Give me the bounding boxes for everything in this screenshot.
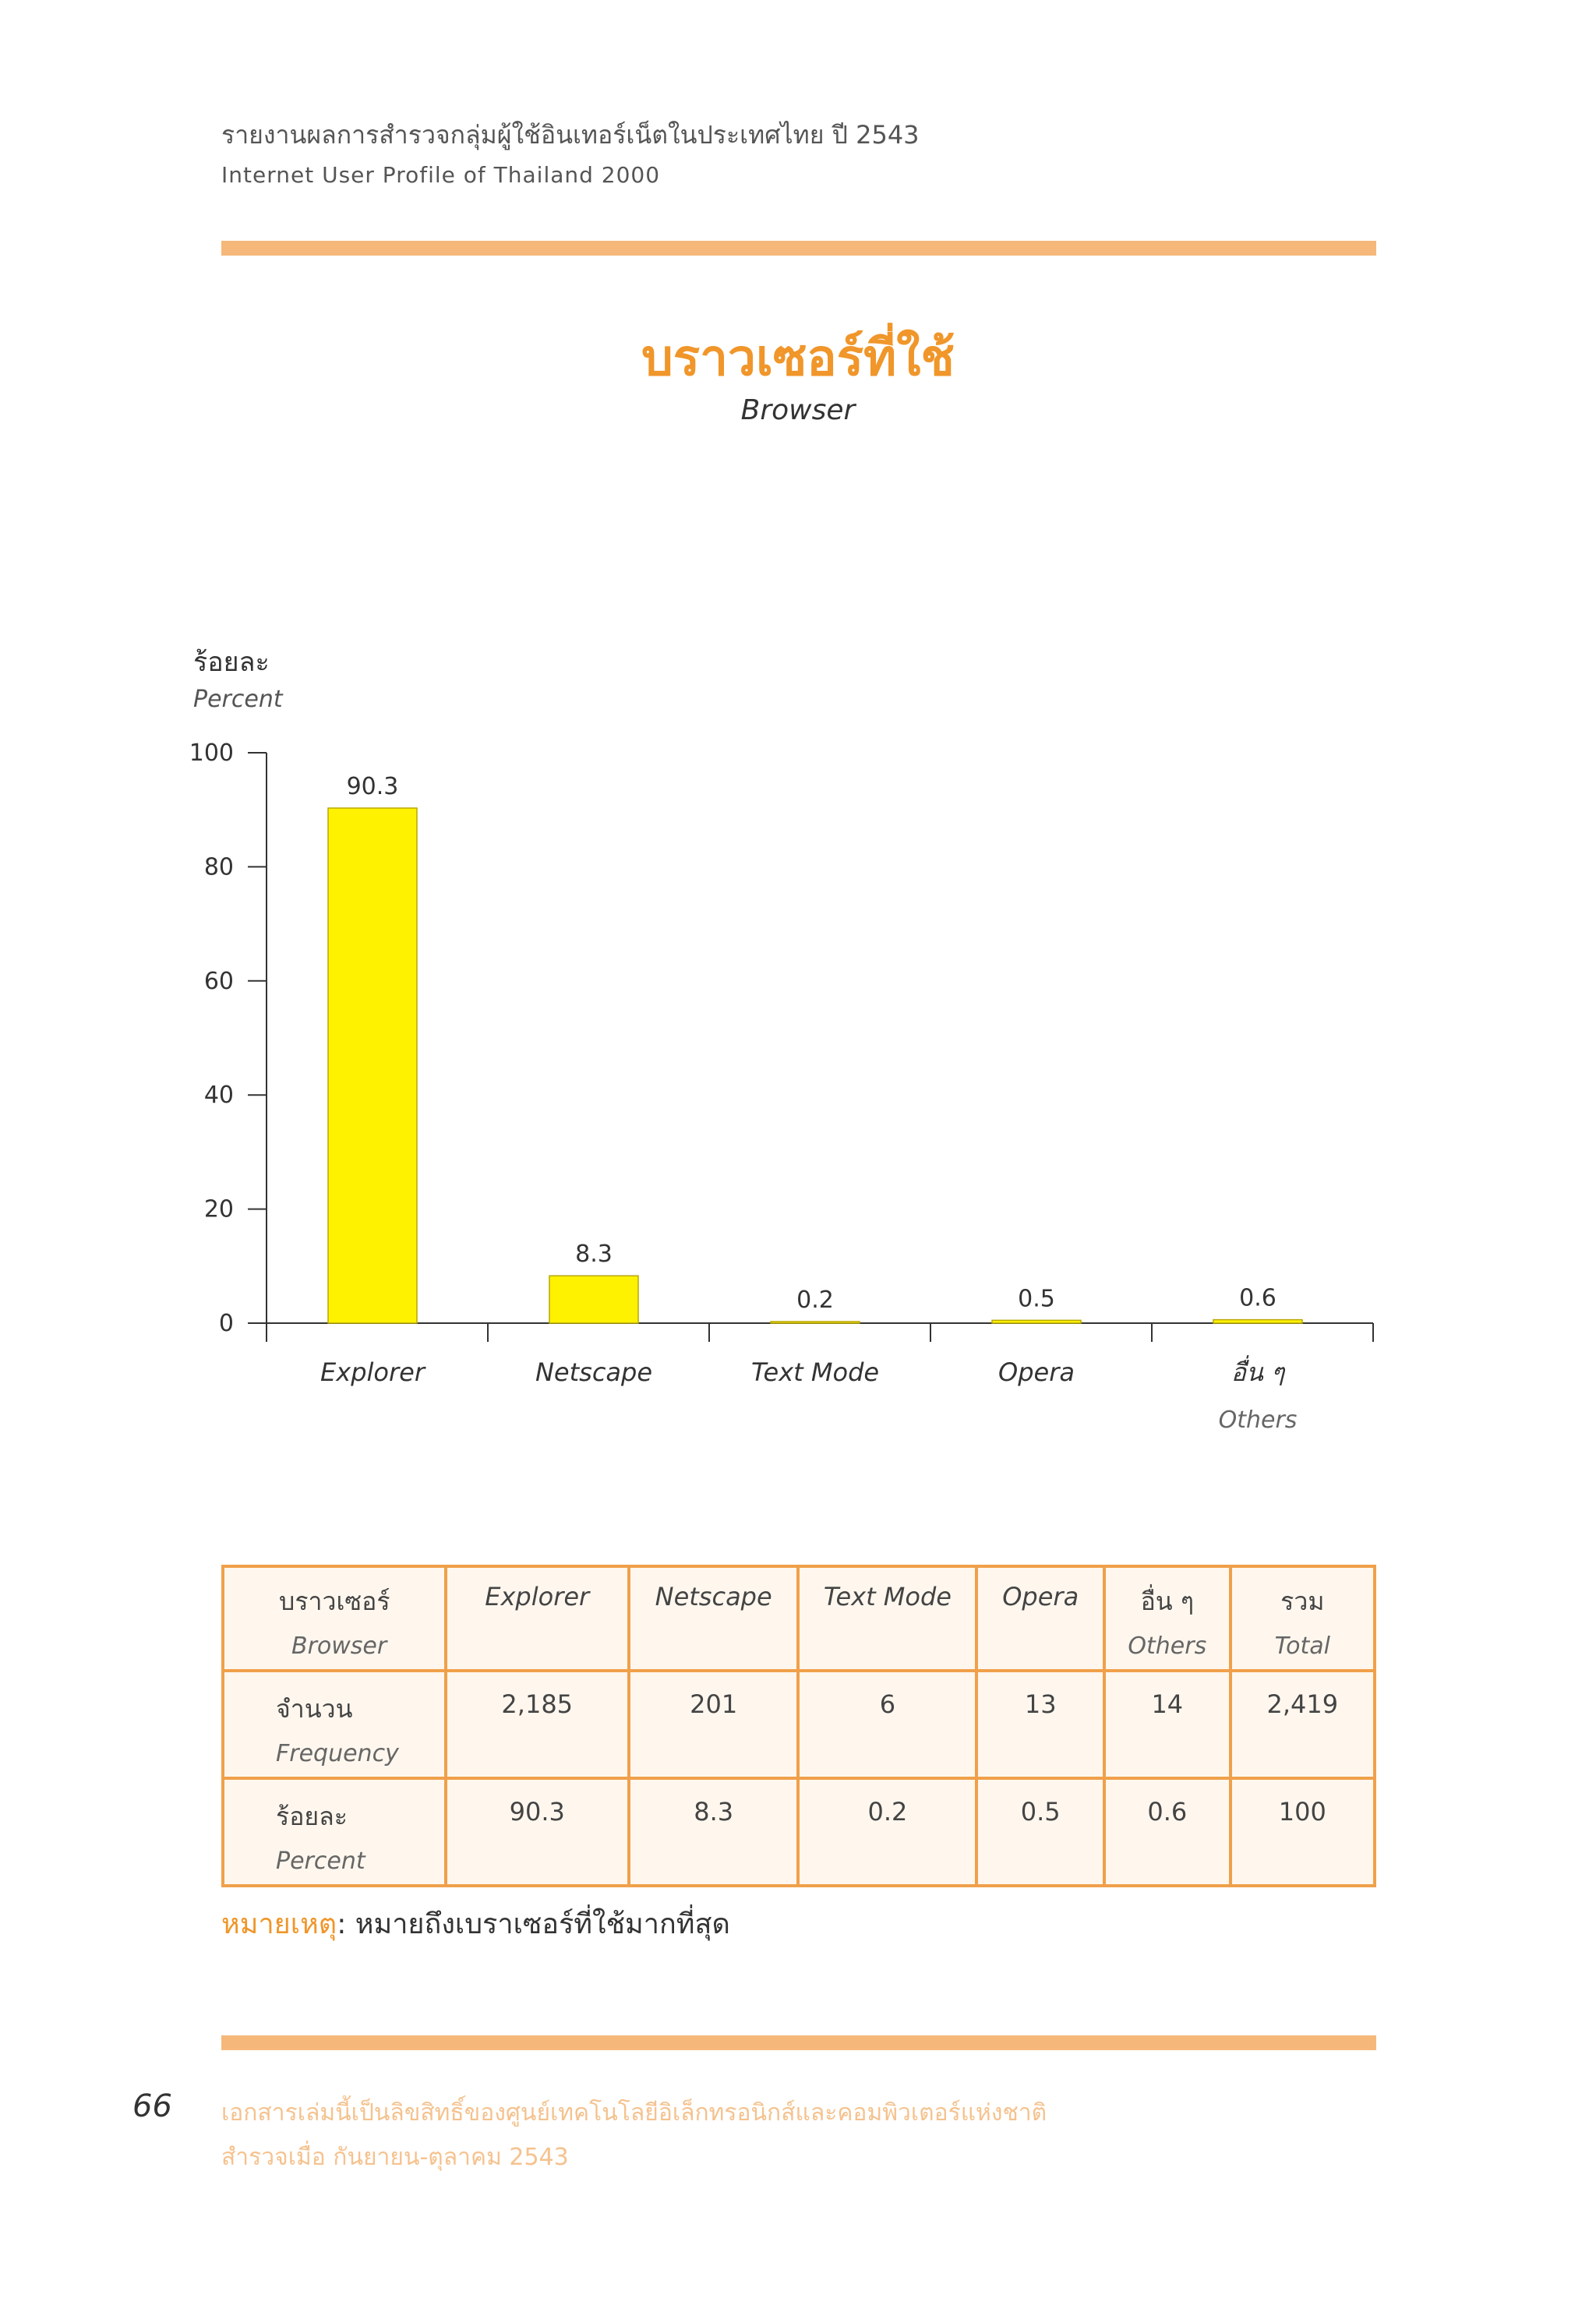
cell-value: 0.6 [1147,1796,1188,1827]
header-opera: Opera [1002,1582,1079,1611]
y-tick-label: 100 [189,739,234,767]
row-frequency-en: Frequency [276,1739,399,1767]
header-others-en: Others [1128,1633,1207,1660]
browser-table [221,1565,1376,1887]
header-textmode: Text Mode [823,1582,952,1611]
table-cell [446,1778,629,1886]
y-tick-label: 60 [203,967,234,995]
x-tick-sublabel: Others [1218,1407,1298,1434]
page-number: 66 [132,2088,172,2124]
x-tick-label: Netscape [535,1357,653,1387]
table-cell [1231,1778,1375,1886]
cell-value: 13 [1024,1689,1057,1719]
section-title-english: Browser [740,394,856,426]
table-cell [798,1778,976,1886]
header-explorer: Explorer [485,1582,590,1611]
table-row-percent [223,1778,1375,1886]
y-axis-label-thai: ร้อยละ [193,647,270,678]
header-cell-textmode [798,1566,976,1671]
x-tick-label: Explorer [320,1357,425,1387]
cell-value: 6 [879,1689,896,1719]
header-cell-total [1231,1566,1375,1671]
row-label-percent [223,1778,446,1886]
y-tick-label: 0 [218,1310,234,1337]
table-header-row [223,1566,1375,1671]
header-total-en: Total [1274,1633,1331,1660]
data-label: 0.5 [1018,1285,1055,1313]
table-cell [629,1778,799,1886]
data-label: 8.3 [575,1241,613,1269]
y-axis-label-english: Percent [193,686,283,713]
footnote [221,1901,730,1946]
row-percent-th: ร้อยละ [276,1801,348,1831]
section-title-thai: บราวเซอร์ที่ใช้ [641,330,955,387]
header-cell-others [1104,1566,1231,1671]
cell-value: 90.3 [509,1796,565,1827]
x-tick-label: อื่น ๆ [1231,1357,1285,1387]
bar-3 [992,1320,1081,1323]
header-browser-en: Browser [291,1633,387,1660]
data-label: 0.2 [796,1287,834,1314]
bar-2 [771,1322,860,1323]
footer-copyright: เอกสารเล่มนี้เป็นลิขสิทธิ์ของศูนย์เทคโนโลยีอิเล็กทรอนิกส์และคอมพิวเตอร์แห่งชาติ [221,2099,1047,2127]
data-label: 90.3 [346,773,399,801]
bar-1 [549,1276,638,1323]
data-label: 0.6 [1239,1284,1276,1312]
table-cell [446,1671,629,1778]
header-cell-opera [976,1566,1104,1671]
footer-survey-date: สำรวจเมื่อ กันยายน-ตุลาคม 2543 [221,2144,569,2171]
table-cell [798,1671,976,1778]
header-cell-netscape [629,1566,799,1671]
cell-value: 2,419 [1266,1689,1339,1719]
table-cell [976,1778,1104,1886]
cell-value: 2,185 [501,1689,574,1719]
table-row-frequency [223,1671,1375,1778]
row-label-frequency [223,1671,446,1778]
row-percent-en: Percent [276,1847,365,1875]
table-cell [1231,1671,1375,1778]
x-tick-label: Text Mode [750,1357,880,1387]
y-tick-label: 80 [203,853,234,881]
footnote-label: หมายเหตุ [221,1908,337,1940]
cell-value: 14 [1151,1689,1184,1719]
bottom-divider [221,2035,1376,2050]
bar-4 [1213,1320,1302,1323]
table-cell [976,1671,1104,1778]
table-cell [629,1671,799,1778]
bar-0 [328,808,417,1323]
y-tick-label: 40 [203,1082,234,1110]
header-total-th: รวม [1280,1587,1325,1616]
header-netscape: Netscape [655,1582,772,1611]
row-frequency-th: จำนวน [276,1693,353,1724]
cell-value: 0.5 [1020,1796,1061,1827]
cell-value: 201 [690,1689,738,1719]
cell-value: 8.3 [694,1796,734,1827]
header-cell-browser [223,1566,446,1671]
footnote-text: : หมายถึงเบราเซอร์ที่ใช้มากที่สุด [337,1908,730,1940]
cell-value: 0.2 [867,1796,908,1827]
y-tick-label: 20 [203,1195,234,1223]
table-cell [1104,1671,1231,1778]
table-cell [1104,1778,1231,1886]
header-cell-explorer [446,1566,629,1671]
report-title-thai: รายงานผลการสำรวจกลุ่มผู้ใช้อินเทอร์เน็ตในประเทศไทย ปี 2543 [221,120,920,150]
header-others-th: อื่น ๆ [1140,1587,1195,1616]
report-title-english: Internet User Profile of Thailand 2000 [221,162,661,188]
cell-value: 100 [1278,1796,1326,1827]
header-browser-th: บราวเซอร์ [279,1587,390,1616]
x-tick-label: Opera [998,1357,1075,1387]
